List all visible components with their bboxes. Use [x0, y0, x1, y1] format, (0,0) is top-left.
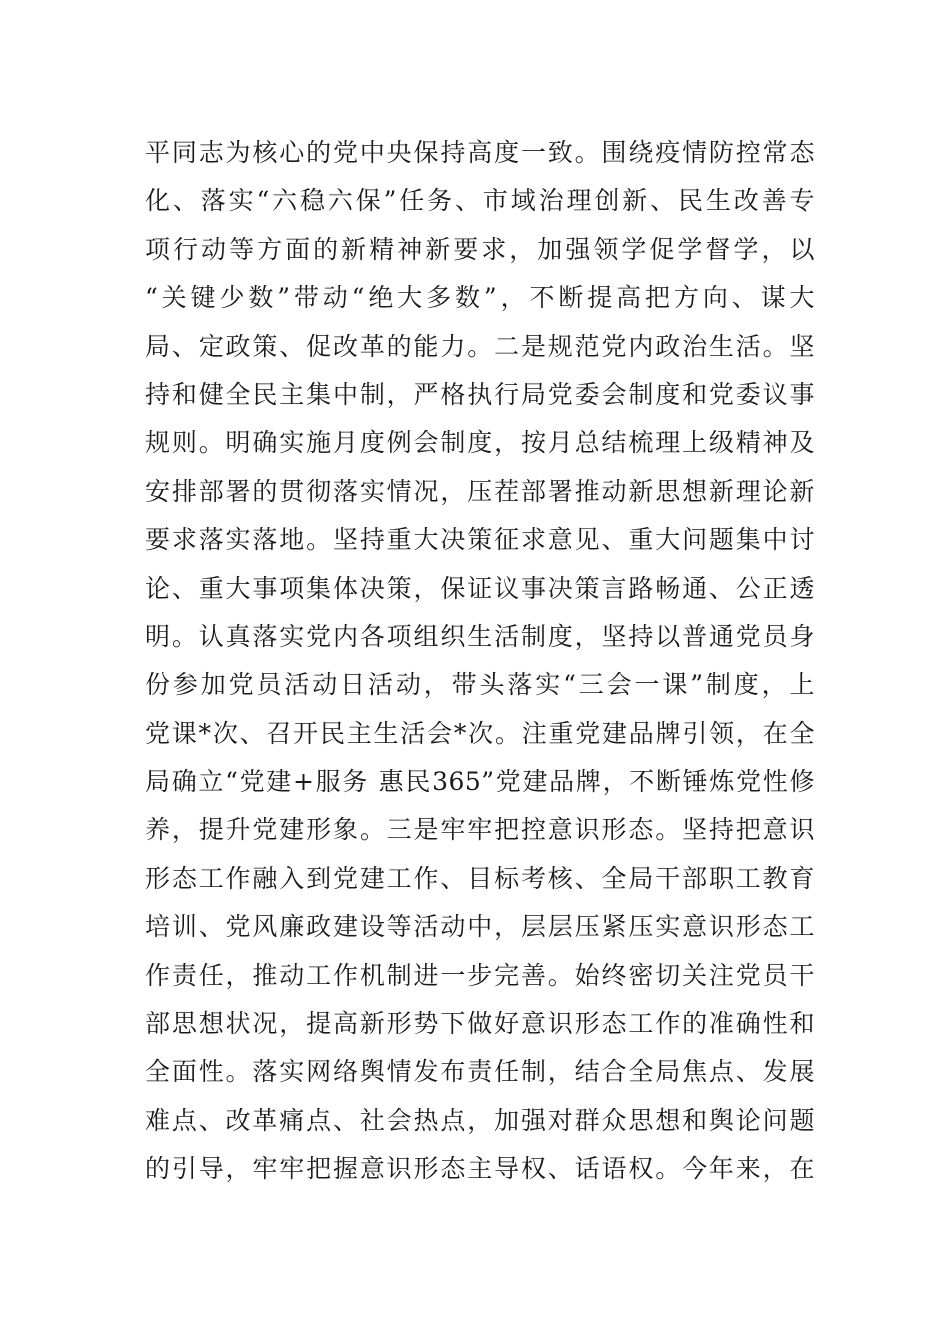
text-line: 安排部署的贯彻落实情况，压茬部署推动新思想新理论新	[145, 476, 815, 506]
text-line: 局、定政策、促改革的能力。二是规范党内政治生活。坚	[145, 331, 815, 361]
text-line: 全面性。落实网络舆情发布责任制，结合全局焦点、发展	[145, 1057, 815, 1087]
text-line: 的引导，牢牢把握意识形态主导权、话语权。今年来，在	[145, 1154, 815, 1184]
text-line: 局确立“党建+服务 惠民365”党建品牌，不断锤炼党性修	[145, 767, 815, 797]
text-line: 部思想状况，提高新形势下做好意识形态工作的准确性和	[145, 1009, 815, 1039]
text-line: 明。认真落实党内各项组织生活制度，坚持以普通党员身	[145, 621, 815, 651]
text-line: 项行动等方面的新精神新要求，加强领学促学督学，以	[145, 234, 815, 264]
text-line: 要求落实落地。坚持重大决策征求意见、重大问题集中讨	[145, 525, 815, 555]
text-line: 份参加党员活动日活动，带头落实“三会一课”制度，上	[145, 670, 815, 700]
text-line: 党课*次、召开民主生活会*次。注重党建品牌引领，在全	[145, 718, 815, 748]
text-line: 形态工作融入到党建工作、目标考核、全局干部职工教育	[145, 863, 815, 893]
text-line: 持和健全民主集中制，严格执行局党委会制度和党委议事	[145, 379, 815, 409]
text-line: 平同志为核心的党中央保持高度一致。围绕疫情防控常态	[145, 138, 815, 167]
text-line: 论、重大事项集体决策，保证议事决策言路畅通、公正透	[145, 573, 815, 603]
text-line: 培训、党风廉政建设等活动中，层层压紧压实意识形态工	[145, 912, 815, 942]
text-line: 养，提升党建形象。三是牢牢把控意识形态。坚持把意识	[145, 815, 815, 845]
text-line: 规则。明确实施月度例会制度，按月总结梳理上级精神及	[145, 428, 815, 458]
text-line: 化、落实“六稳六保”任务、市域治理创新、民生改善专	[145, 186, 815, 216]
text-line: 难点、改革痛点、社会热点，加强对群众思想和舆论问题	[145, 1105, 815, 1135]
text-line: “关键少数”带动“绝大多数”，不断提高把方向、谋大	[145, 283, 815, 313]
document-body	[145, 129, 815, 1194]
text-line: 作责任，推动工作机制进一步完善。始终密切关注党员干	[145, 960, 815, 990]
